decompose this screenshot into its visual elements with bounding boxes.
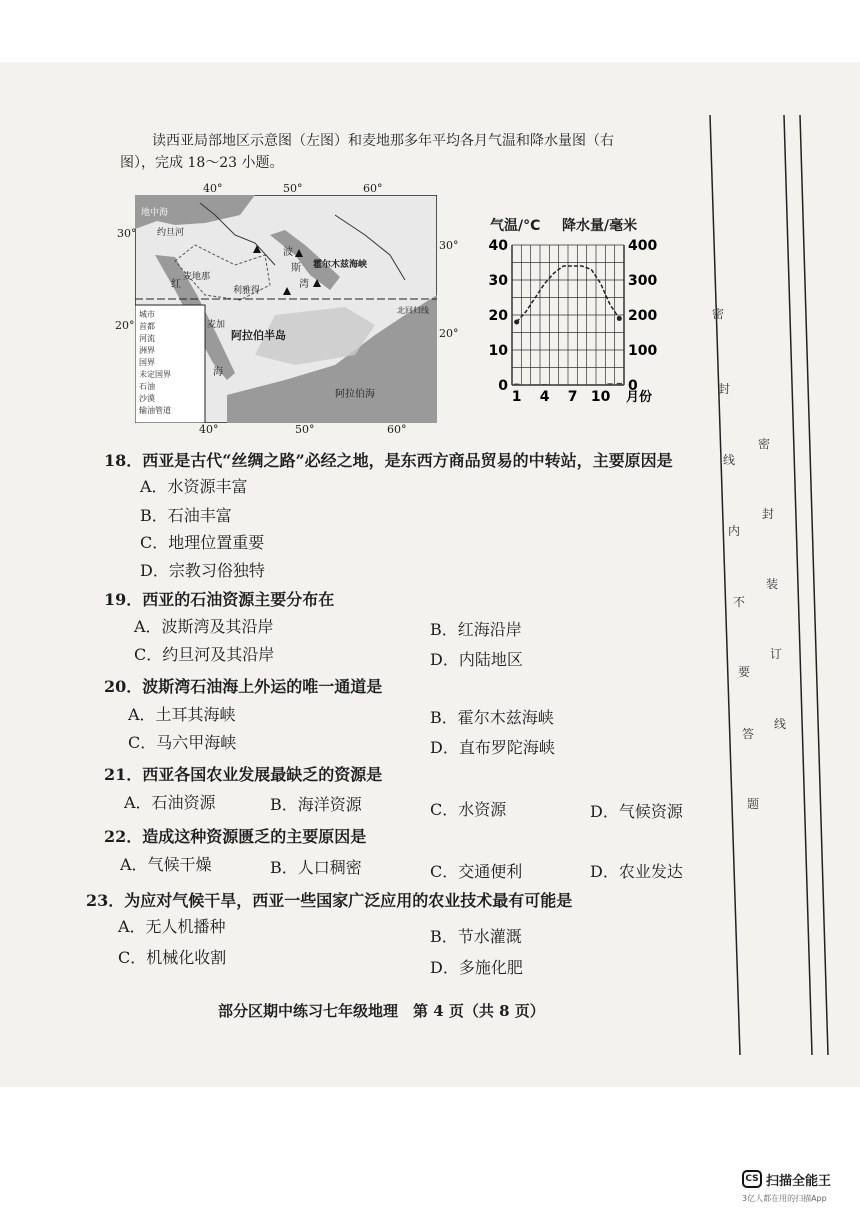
lon-label-40-bottom: 40° <box>199 423 219 436</box>
west-asia-map <box>115 182 459 436</box>
q21-option-c[interactable]: C．水资源 <box>430 800 507 819</box>
q22-option-d[interactable]: D．农业发达 <box>590 862 683 881</box>
intro-line-2: 图），完成 18～23 小题。 <box>120 155 284 171</box>
q23-option-a[interactable]: A．无人机播种 <box>118 917 226 936</box>
legend-undetermined-border: 未定国界 <box>139 370 171 379</box>
x-tick: 7 <box>567 389 578 405</box>
binding-char-yao: 要 <box>738 665 751 679</box>
map-label-red-sea: 红 <box>171 279 181 290</box>
lat-label-20-left: 20° <box>115 319 135 332</box>
map-label-persian-1: 波 <box>283 247 293 258</box>
binding-char-ti: 题 <box>747 797 760 811</box>
page-footer: 部分区期中练习七年级地理 第 4 页（共 8 页） <box>218 1002 545 1020</box>
q22-option-b[interactable]: B．人口稠密 <box>270 858 362 877</box>
precipitation-bar <box>542 384 547 385</box>
map-label-persian-2: 斯 <box>291 263 301 274</box>
chart-ylabel-left: 气温/°C <box>490 218 541 234</box>
map-label-hormuz: 霍尔木兹海峡 <box>313 260 368 270</box>
q18-stem: 18．西亚是古代“丝绸之路”必经之地，是东西方商品贸易的中转站，主要原因是 <box>104 451 673 470</box>
lon-label-50-top: 50° <box>283 182 303 195</box>
precipitation-bar <box>533 384 538 385</box>
q19-option-c[interactable]: C．约旦河及其沿岸 <box>134 645 275 664</box>
map-label-arabian-sea: 阿拉伯海 <box>335 389 375 400</box>
legend-capital: 首都 <box>139 322 155 331</box>
y-tick-left: 0 <box>498 378 508 394</box>
binding-char-bu: 不 <box>733 595 746 609</box>
map-label-mecca: 麦加 <box>207 320 226 330</box>
lat-label-20-right: 20° <box>439 327 459 340</box>
y-tick-left: 40 <box>488 238 508 254</box>
legend-oil: 石油 <box>139 382 155 391</box>
q20-option-d[interactable]: D．直布罗陀海峡 <box>430 738 555 757</box>
map-label-jordan: 约旦河 <box>157 228 185 238</box>
q19-stem: 19．西亚的石油资源主要分布在 <box>104 590 335 609</box>
y-tick-right: 0 <box>628 378 638 394</box>
q20-option-b[interactable]: B．霍尔木兹海峡 <box>430 708 554 727</box>
binding-char-da: 答 <box>742 727 755 741</box>
legend-national-border: 国界 <box>139 358 155 367</box>
climate-svg <box>488 235 660 425</box>
map-label-medina: 麦地那 <box>183 272 211 282</box>
scanner-name: 扫描全能王 <box>766 1173 832 1189</box>
binding-lines <box>700 115 830 1065</box>
precipitation-bar <box>598 384 603 385</box>
binding-margin <box>700 115 830 1065</box>
temperature-point <box>617 316 622 321</box>
q22-option-c[interactable]: C．交通便利 <box>430 862 523 881</box>
binding-char-mi-2: 密 <box>758 437 771 451</box>
intro-line-1: 读西亚局部地区示意图（左图）和麦地那多年平均各月气温和降水量图（右 <box>152 133 614 149</box>
q19-option-a[interactable]: A．波斯湾及其沿岸 <box>134 617 274 636</box>
lon-label-60-top: 60° <box>363 182 383 195</box>
scanner-badge-icon: CS <box>742 1170 762 1188</box>
q23-option-b[interactable]: B．节水灌溉 <box>430 927 522 946</box>
lon-label-50-bottom: 50° <box>295 423 315 436</box>
q22-option-a[interactable]: A．气候干燥 <box>120 855 212 874</box>
y-tick-left: 10 <box>488 343 508 359</box>
legend-desert: 沙漠 <box>139 394 155 403</box>
temperature-point <box>514 320 519 325</box>
map-label-tropic: 北回归线 <box>397 306 429 315</box>
y-tick-left: 20 <box>488 308 508 324</box>
binding-char-feng-2: 封 <box>762 507 775 521</box>
q20-stem: 20．波斯湾石油海上外运的唯一通道是 <box>104 677 383 696</box>
q18-option-a[interactable]: A．水资源丰富 <box>140 477 248 496</box>
q23-option-c[interactable]: C．机械化收割 <box>118 948 227 967</box>
q19-option-b[interactable]: B．红海沿岸 <box>430 620 522 639</box>
binding-char-nei: 内 <box>728 524 741 538</box>
q18-option-b[interactable]: B．石油丰富 <box>140 506 232 525</box>
legend-pipeline: 输油管道 <box>139 406 171 415</box>
map-label-persian-3: 湾 <box>299 279 309 290</box>
q21-option-d[interactable]: D．气候资源 <box>590 802 683 821</box>
y-tick-right: 100 <box>628 343 658 359</box>
legend-river: 河流 <box>139 334 155 343</box>
q23-stem: 23．为应对气候干旱，西亚一些国家广泛应用的农业技术最有可能是 <box>86 891 573 910</box>
q23-option-d[interactable]: D．多施化肥 <box>430 958 523 977</box>
q20-option-a[interactable]: A．土耳其海峡 <box>128 705 236 724</box>
scanner-logo <box>742 1168 831 1190</box>
legend-city: 城市 <box>139 310 155 319</box>
binding-char-zhuang: 装 <box>766 577 779 591</box>
map-label-riyadh: 利雅得 <box>233 286 261 296</box>
binding-char-xian-1: 线 <box>723 453 736 467</box>
precipitation-bar <box>514 384 519 385</box>
chart-ylabel-right: 降水量/毫米 <box>562 218 638 234</box>
binding-char-ding: 订 <box>770 647 783 661</box>
precipitation-bar <box>607 383 612 385</box>
map-label-mediterranean: 地中海 <box>141 208 169 218</box>
precipitation-bar <box>617 383 622 385</box>
lat-label-30-right: 30° <box>439 239 459 252</box>
map-legend <box>139 309 171 417</box>
q21-option-b[interactable]: B．海洋资源 <box>270 795 362 814</box>
y-tick-right: 400 <box>628 238 658 254</box>
lon-label-40-top: 40° <box>203 182 223 195</box>
y-tick-left: 30 <box>488 273 508 289</box>
q21-option-a[interactable]: A．石油资源 <box>124 793 216 812</box>
q18-option-d[interactable]: D．宗教习俗独特 <box>140 561 265 580</box>
binding-char-xian-2: 线 <box>774 717 787 731</box>
q20-option-c[interactable]: C．马六甲海峡 <box>128 733 237 752</box>
x-tick: 10 <box>590 389 611 405</box>
y-tick-right: 300 <box>628 273 658 289</box>
map-label-arabian-peninsula: 阿拉伯半岛 <box>231 329 286 342</box>
binding-char-feng-1: 封 <box>718 382 731 396</box>
intro-text <box>120 130 680 174</box>
q22-stem: 22．造成这种资源匮乏的主要原因是 <box>104 827 367 846</box>
y-tick-right: 200 <box>628 308 658 324</box>
lat-label-30-left: 30° <box>117 227 137 240</box>
x-tick: 4 <box>539 389 550 405</box>
q21-stem: 21．西亚各国农业发展最缺乏的资源是 <box>104 765 383 784</box>
q18-option-c[interactable]: C．地理位置重要 <box>140 533 265 552</box>
q19-option-d[interactable]: D．内陆地区 <box>430 650 523 669</box>
x-tick: 1 <box>511 389 522 405</box>
medina-climate-chart <box>488 215 660 425</box>
map-label-sea: 海 <box>213 367 223 378</box>
binding-char-mi-1: 密 <box>712 307 725 321</box>
x-axis-label: 月份 <box>626 390 653 405</box>
scanner-tagline: 3亿人都在用的扫描App <box>742 1194 827 1203</box>
lon-label-60-bottom: 60° <box>387 423 407 436</box>
legend-continent-border: 洲界 <box>139 346 155 355</box>
